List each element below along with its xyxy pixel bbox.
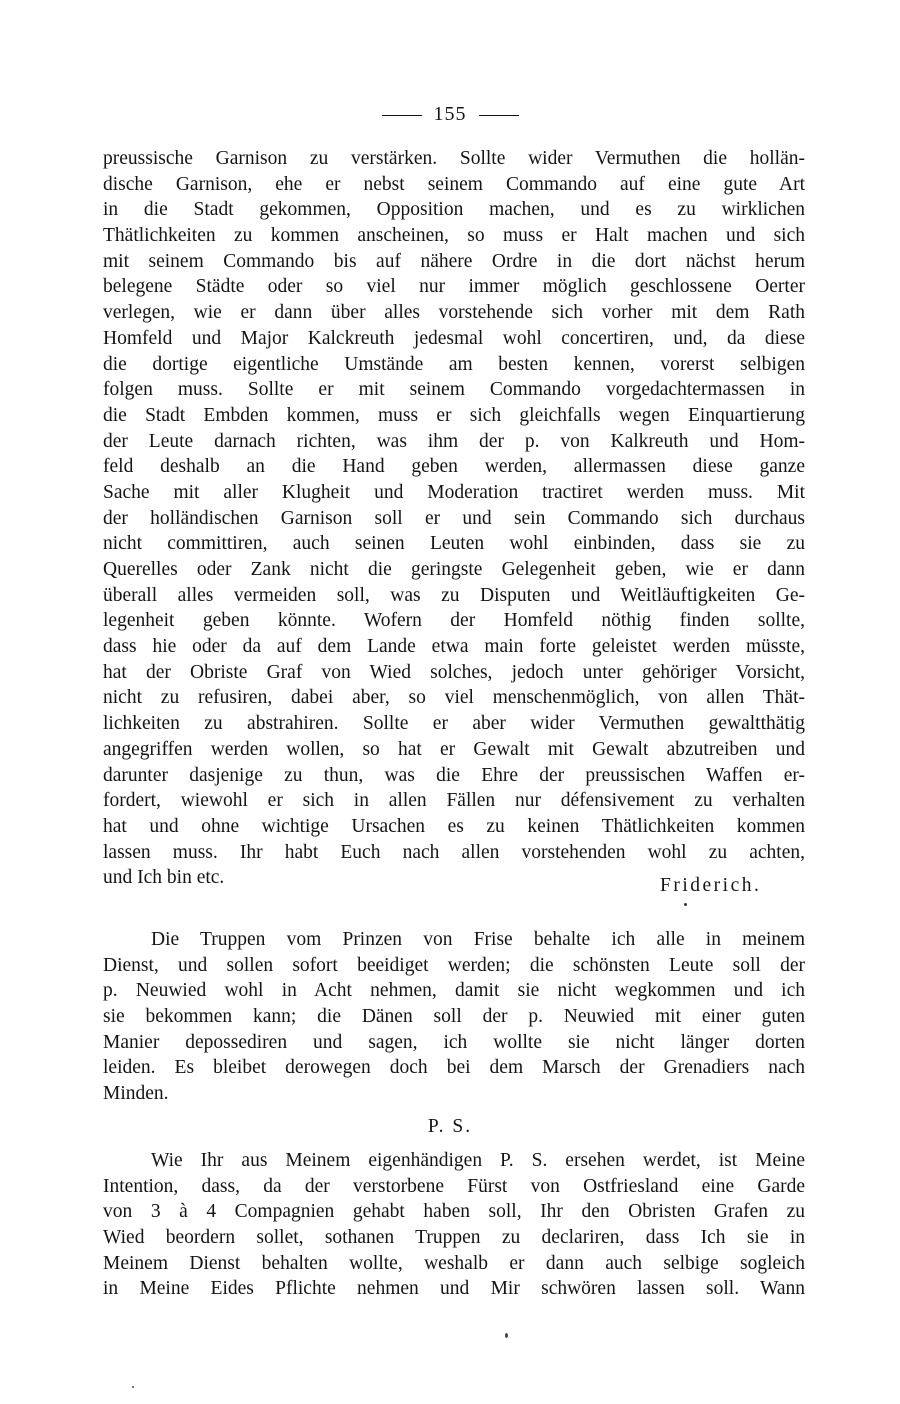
- text-line: Sache mit aller Klugheit und Moderation tractiret werden muss. Mit: [103, 481, 805, 503]
- text-line: Meinem Dienst behalten wollte, weshalb er dann auch selbige sogleich: [103, 1252, 805, 1274]
- text-line: der holländischen Garnison soll er und sein Commando sich durchaus: [103, 507, 805, 529]
- text-line: lichkeiten zu abstrahiren. Sollte er aber wider Vermuthen gewaltthätig: [103, 713, 805, 735]
- page-number: 155: [433, 103, 467, 125]
- text-line: der Leute darnach richten, was ihm der p. von Kalkreuth und Hom-: [103, 430, 805, 452]
- letter-body-paragraph: [103, 146, 805, 891]
- text-line: hat und ohne wichtige Ursachen es zu keinen Thätlichkeiten kommen: [103, 815, 805, 837]
- ps-heading: P. S.: [427, 1116, 473, 1137]
- text-line: fordert, wiewohl er sich in allen Fällen nur défensivement zu verhalten: [103, 790, 805, 812]
- text-line: darunter dasjenige zu thun, was die Ehre der preussischen Waffen er-: [103, 764, 805, 786]
- text-line: dische Garnison, ehe er nebst seinem Commando auf eine gute Art: [103, 173, 805, 195]
- header-dash-right: [479, 115, 519, 116]
- text-line: folgen muss. Sollte er mit seinem Commando vorgedachtermassen in: [103, 379, 805, 401]
- text-line: Wie Ihr aus Meinem eigenhändigen P. S. ersehen werdet, ist Meine: [151, 1150, 805, 1171]
- text-line: mit seinem Commando bis auf nähere Ordre in die dort nächst herum: [103, 250, 805, 272]
- text-line: überall alles vermeiden soll, was zu Disputen und Weitläuftigkeiten Ge-: [103, 584, 805, 606]
- text-line: verlegen, wie er dann über alles vorstehende sich vorher mit dem Rath: [103, 302, 805, 324]
- text-line: feld deshalb an die Hand geben werden, allermassen diese ganze: [103, 456, 805, 478]
- text-line: nicht zu refusiren, dabei aber, so viel menschenmöglich, von allen Thät-: [103, 687, 805, 709]
- text-line: Manier depossediren und sagen, ich wollte sie nicht länger dorten: [103, 1031, 805, 1053]
- text-line: in Meine Eides Pflichte nehmen und Mir schwören lassen soll. Wann: [103, 1278, 805, 1300]
- signature: Friderich.: [660, 875, 762, 896]
- text-line: Wied beordern sollet, sothanen Truppen zu declariren, dass Ich sie in: [103, 1227, 805, 1249]
- text-line: die dortige eigentliche Umstände am besten kennen, vorerst selbigen: [103, 353, 805, 375]
- page-number-header: [0, 100, 900, 128]
- text-line: Thätlichkeiten zu kommen anscheinen, so muss er Halt machen und sich: [103, 225, 805, 247]
- text-line: sie bekommen kann; die Dänen soll der p. Neuwied mit einer guten: [103, 1006, 805, 1028]
- text-line: angegriffen werden wollen, so hat er Gewalt mit Gewalt abzutreiben und: [103, 738, 805, 760]
- text-line: nicht committiren, auch seinen Leuten wohl einbinden, dass sie zu: [103, 533, 805, 555]
- text-line: lassen muss. Ihr habt Euch nach allen vorstehenden wohl zu achten,: [103, 841, 805, 863]
- text-line: hat der Obriste Graf von Wied solches, jedoch unter gehöriger Vorsicht,: [103, 661, 805, 683]
- ps-body-paragraph: [103, 1148, 805, 1302]
- postscript-note-paragraph: [103, 927, 805, 1107]
- text-line: die Stadt Embden kommen, muss er sich gleichfalls wegen Einquartierung: [103, 404, 805, 426]
- text-line: in die Stadt gekommen, Opposition machen, und es zu wirklichen: [103, 199, 805, 221]
- text-line: Homfeld und Major Kalckreuth jedesmal wohl concertiren, und, da diese: [103, 327, 805, 349]
- text-line: Minden.: [103, 1083, 169, 1105]
- text-line: Intention, dass, da der verstorbene Fürst von Ostfriesland eine Garde: [103, 1175, 805, 1197]
- text-line: preussische Garnison zu verstärken. Sollte wider Vermuthen die hollän-: [103, 148, 805, 169]
- text-line: Dienst, und sollen sofort beeidiget werden; die schönsten Leute soll der: [103, 954, 805, 976]
- ink-speck: [132, 1386, 134, 1388]
- text-line: belegene Städte oder so viel nur immer möglich geschlossene Oerter: [103, 276, 805, 298]
- text-line: Die Truppen vom Prinzen von Frise behalte ich alle in meinem: [151, 929, 805, 950]
- text-line: p. Neuwied wohl in Acht nehmen, damit sie nicht wegkommen und ich: [103, 980, 805, 1002]
- text-line: von 3 à 4 Compagnien gehabt haben soll, Ihr den Obristen Grafen zu: [103, 1201, 805, 1223]
- ink-speck: [684, 903, 687, 906]
- text-line: und Ich bin etc.: [103, 867, 225, 889]
- text-line: dass hie oder da auf dem Lande etwa main forte geleistet werden müsste,: [103, 636, 805, 658]
- header-dash-left: [382, 115, 422, 116]
- ink-speck: [505, 1333, 508, 1338]
- text-line: legenheit geben könnte. Wofern der Homfeld nöthig finden sollte,: [103, 610, 805, 632]
- text-line: Querelles oder Zank nicht die geringste Gelegenheit geben, wie er dann: [103, 559, 805, 580]
- text-line: leiden. Es bleibet derowegen doch bei dem Marsch der Grenadiers nach: [103, 1057, 805, 1079]
